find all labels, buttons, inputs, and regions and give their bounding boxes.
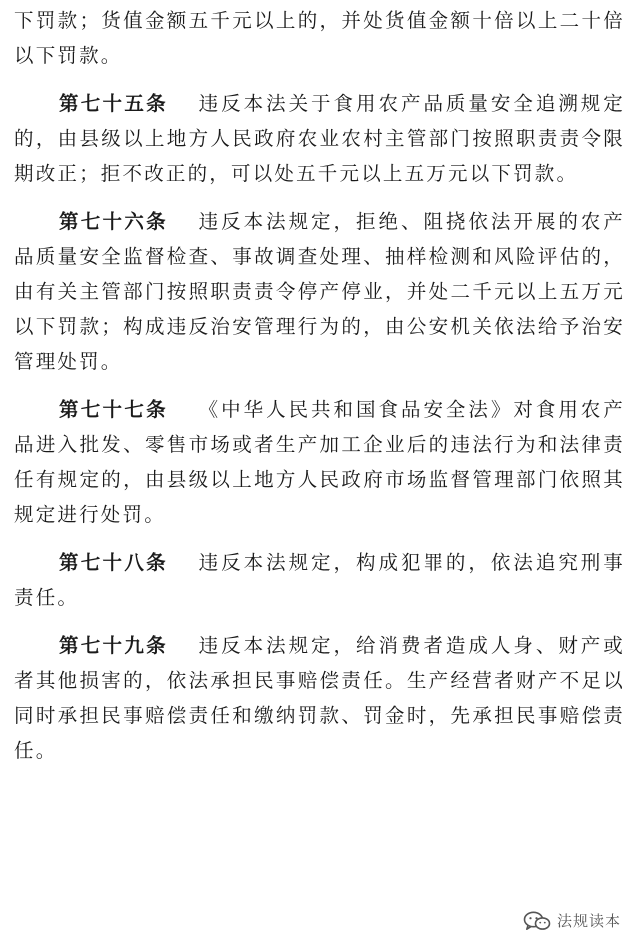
paragraph-gap <box>14 532 625 545</box>
paragraph-gap <box>14 379 625 392</box>
article-number: 第七十八条 <box>59 551 168 574</box>
article-75 <box>14 86 625 191</box>
article-78 <box>14 545 625 615</box>
article-text: 违反本法规定，构成犯罪的，依法追究刑事责任。 <box>14 551 625 609</box>
continuation-paragraph: 下罚款；货值金额五千元以上的，并处货值金额十倍以上二十倍以下罚款。 <box>14 9 625 67</box>
article-number: 第七十七条 <box>59 398 168 421</box>
source-watermark <box>523 910 621 931</box>
article-number: 第七十五条 <box>59 92 168 115</box>
article-text: 违反本法规定，拒绝、阻挠依法开展的农产品质量安全监督检查、事故调查处理、抽样检测和风险评估的，由有关主管部门按照职责责令停产停业，并处二千元以上五万元以下罚款；构成违反治安管理行为的，由公安机关依法给予治安管理处罚。 <box>14 210 625 373</box>
document-page <box>14 0 625 768</box>
wechat-icon <box>523 911 551 931</box>
paragraph-gap <box>14 73 625 86</box>
paragraph-gap <box>14 191 625 204</box>
article-text: 违反本法规定，给消费者造成人身、财产或者其他损害的，依法承担民事赔偿责任。生产经营者财产不足以同时承担民事赔偿责任和缴纳罚款、罚金时，先承担民事赔偿责任。 <box>14 634 625 762</box>
article-number: 第七十九条 <box>59 634 168 657</box>
article-text: 《中华人民共和国食品安全法》对食用农产品进入批发、零售市场或者生产加工企业后的违法行为和法律责任有规定的，由县级以上地方人民政府市场监督管理部门依照其规定进行处罚。 <box>14 398 625 526</box>
article-79 <box>14 628 625 768</box>
article-77 <box>14 392 625 532</box>
article-76 <box>14 204 625 379</box>
article-text: 违反本法关于食用农产品质量安全追溯规定的，由县级以上地方人民政府农业农村主管部门按照职责责令限期改正；拒不改正的，可以处五千元以上五万元以下罚款。 <box>14 92 625 185</box>
article-number: 第七十六条 <box>59 210 168 233</box>
watermark-label: 法规读本 <box>556 912 621 930</box>
paragraph-gap <box>14 615 625 628</box>
